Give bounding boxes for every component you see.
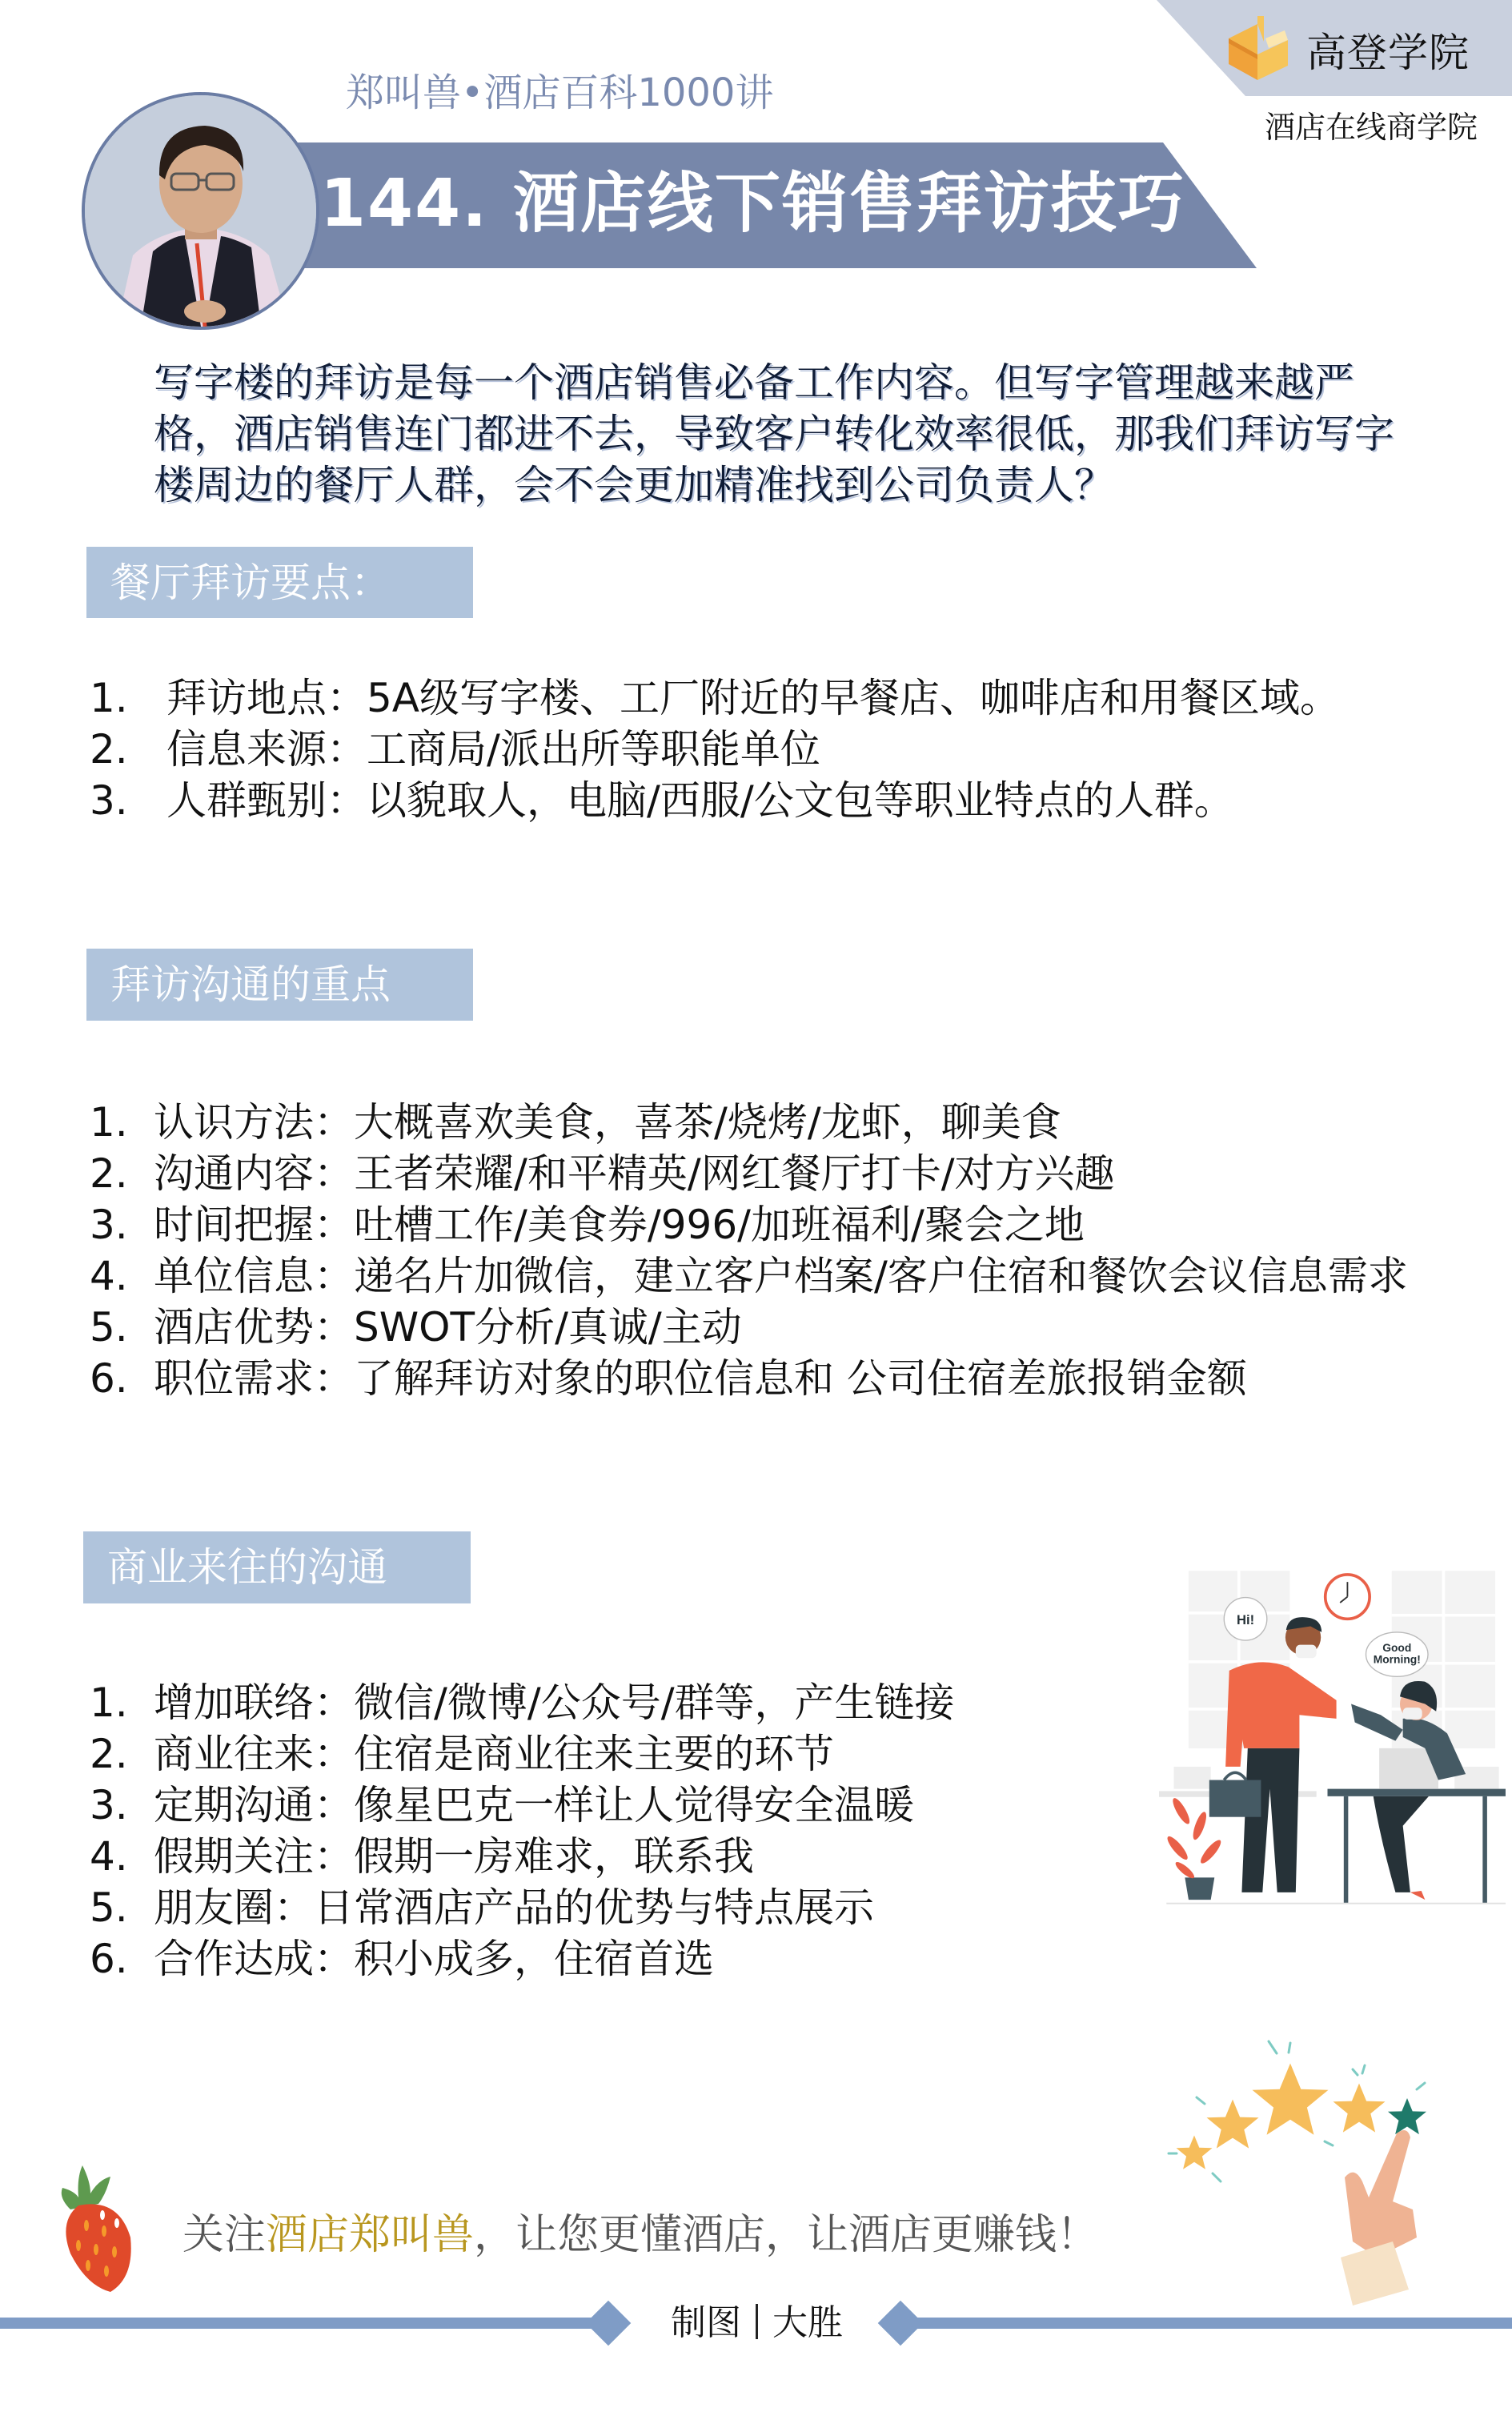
follow-slogan [182, 2209, 1098, 2261]
list-item [90, 1302, 1408, 1353]
diamond-icon [586, 2301, 632, 2346]
list-item [90, 724, 1340, 775]
list-text: 酒店优势：SWOT分析/真诚/主动 [154, 1304, 742, 1350]
restaurant-visit-list [90, 672, 1340, 826]
footer-rule-right [900, 2318, 1512, 2329]
list-item [90, 1097, 1408, 1148]
speech-bubble-hi [1224, 1598, 1267, 1641]
star-icon [1334, 2084, 1386, 2133]
brand-name: 高登学院 [1306, 30, 1470, 76]
credit-label: 制图 [671, 2302, 741, 2343]
slogan-highlight: 酒店郑叫兽 [266, 2211, 475, 2259]
list-item [90, 1353, 1408, 1404]
slogan-prefix: 关注 [182, 2211, 267, 2259]
list-number: 1. [90, 1680, 128, 1726]
list-item [90, 672, 1340, 724]
svg-text:Hi!: Hi! [1236, 1611, 1255, 1627]
list-number: 6. [90, 1355, 128, 1402]
credit-separator [756, 2304, 758, 2339]
list-text: 假期关注：假期一房难求，联系我 [154, 1833, 754, 1880]
list-item [90, 775, 1340, 826]
list-item [90, 1933, 955, 1985]
star-icon [1177, 2136, 1213, 2169]
list-text: 职位需求：了解拜访对象的职位信息和 公司住宿差旅报销金额 [154, 1355, 1247, 1402]
list-item [90, 1250, 1408, 1302]
credit-name: 大胜 [772, 2302, 843, 2343]
list-item [90, 1780, 955, 1831]
list-text: 商业往来：住宿是商业往来主要的环节 [154, 1731, 834, 1777]
list-number: 3. [90, 1202, 128, 1248]
list-number: 2. [90, 1731, 128, 1777]
footer-rule-left [0, 2318, 608, 2329]
clock-icon [1326, 1575, 1370, 1619]
list-text: 人群甄别：以貌取人，电脑/西服/公文包等职业特点的人群。 [166, 777, 1234, 824]
strawberry-icon [54, 2165, 142, 2294]
list-item [90, 1728, 955, 1780]
office-greeting-illustration [1153, 1545, 1512, 1929]
section-heading-communication-focus: 拜访沟通的重点 [86, 949, 473, 1021]
list-number: 5. [90, 1304, 128, 1350]
list-text: 单位信息：递名片加微信，建立客户档案/客户住宿和餐饮会议信息需求 [154, 1253, 1408, 1299]
list-text: 定期沟通：像星巴克一样让人觉得安全温暖 [154, 1782, 914, 1828]
list-text: 信息来源：工商局/派出所等职能单位 [166, 726, 820, 773]
list-number: 2. [90, 1150, 128, 1197]
star-icon [1388, 2098, 1426, 2134]
section-heading-restaurant-visit: 餐厅拜访要点： [86, 547, 473, 618]
list-text: 增加联络：微信/微博/公众号/群等，产生链接 [154, 1680, 955, 1726]
list-number: 1. [90, 1099, 128, 1146]
box-logo-icon [1221, 14, 1294, 82]
list-text: 拜访地点：5A级写字楼、工厂附近的早餐店、咖啡店和用餐区域。 [166, 675, 1341, 721]
intro-paragraph: 写字楼的拜访是每一个酒店销售必备工作内容。但写字管理越来越严格，酒店销售连门都进不去，导致客户转化效率很低，那我们拜访写字楼周边的餐厅人群，会不会更加精准找到公司负责人？ [154, 359, 1394, 508]
star-icon [1253, 2064, 1329, 2135]
list-item [90, 1831, 955, 1882]
list-text: 时间把握：吐槽工作/美食券/996/加班福利/聚会之地 [154, 1202, 1085, 1248]
list-number: 6. [90, 1936, 128, 1982]
star-icon [1207, 2100, 1259, 2149]
business-communication-list [90, 1677, 955, 1985]
list-text: 沟通内容：王者荣耀/和平精英/网红餐厅打卡/对方兴趣 [154, 1150, 1115, 1197]
list-text: 认识方法：大概喜欢美食，喜茶/烧烤/龙虾，聊美食 [154, 1099, 1061, 1146]
list-number: 3. [90, 1782, 128, 1828]
star-rating-illustration [1153, 2025, 1433, 2306]
list-number: 4. [90, 1253, 128, 1299]
section-heading-business-communication: 商业来往的沟通 [83, 1531, 471, 1603]
avatar [82, 92, 319, 330]
series-title: 郑叫兽•酒店百科1000讲 [346, 70, 774, 115]
list-item [90, 1148, 1408, 1199]
list-text: 朋友圈：日常酒店产品的优势与特点展示 [154, 1884, 874, 1931]
list-number: 1. [90, 675, 128, 721]
list-number: 3. [90, 777, 128, 824]
speech-bubble-good-morning [1366, 1632, 1429, 1676]
page-title: 144. 酒店线下销售拜访技巧 [320, 166, 1185, 242]
brand-subtitle: 酒店在线商学院 [1265, 110, 1478, 145]
svg-text:Good: Good [1382, 1640, 1412, 1654]
list-item [90, 1677, 955, 1728]
footer-credit [671, 2299, 843, 2347]
list-item [90, 1882, 955, 1933]
list-number: 4. [90, 1833, 128, 1880]
list-text: 合作达成：积小成多，住宿首选 [154, 1936, 714, 1982]
svg-text:Morning!: Morning! [1373, 1652, 1421, 1666]
list-number: 2. [90, 726, 128, 773]
slogan-suffix: ，让您更懂酒店，让酒店更赚钱！ [474, 2211, 1099, 2259]
list-number: 5. [90, 1884, 128, 1931]
list-item [90, 1199, 1408, 1250]
communication-focus-list [90, 1097, 1408, 1404]
